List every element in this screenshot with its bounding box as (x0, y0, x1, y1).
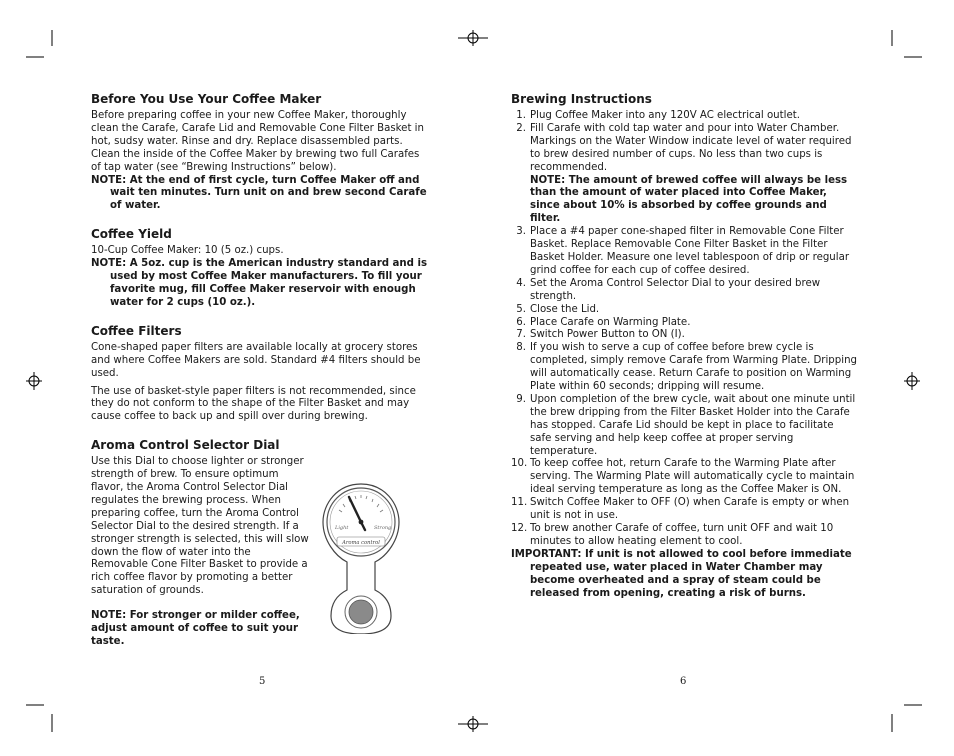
filters-body-2: The use of basket-style paper filters is not recommended, since they do not conform to the shape of the Filter Basket and may cause coffee to back up and spill over during brewing. (91, 385, 416, 423)
aroma-dial-illustration (321, 482, 401, 634)
page-number-right: 6 (680, 676, 687, 687)
before-body: Before preparing coffee in your new Coffee Maker, thoroughly clean the Carafe, Carafe Lid and Removable Cone Filter Basket in hot, sudsy water. Rinse and dry. Replace disassembled parts. Clean the inside of the Coffee Maker by brewing two full Carafes of tap water (see “Brewing Instructions” below). (91, 110, 424, 173)
step-note: NOTE: The amount of brewed coffee will always be less than the amount of water placed into Coffee Maker, since about 10% is absorbed by coffee grounds and filter. (530, 174, 848, 225)
list-item: 9. Upon completion of the brew cycle, wait about one minute until the brew dripping from the Filter Basket Holder into the Carafe has stopped. Carafe Lid should be kept in place to facilitate safe serving and help keep coffee at proper serving temperature. (516, 393, 856, 457)
dial-aroma-label: Aroma control (342, 540, 380, 547)
power-button-icon (349, 600, 373, 624)
list-item: 6. Place Carafe on Warming Plate. (516, 316, 691, 328)
yield-body: 10-Cup Coffee Maker: 10 (5 oz.) cups. (91, 245, 284, 257)
aroma-heading: Aroma Control Selector Dial (91, 438, 280, 453)
list-item: 5. Close the Lid. (516, 303, 600, 315)
list-item: 10. To keep coffee hot, return Carafe to the Warming Plate after serving. The Warming Plate will automatically cycle to maintain ideal serving temperature as long as the Coffee Maker is ON. (511, 458, 855, 496)
before-note: NOTE: At the end of first cycle, turn Coffee Maker off and wait ten minutes. Turn unit on and brew second Carafe of water. (91, 174, 427, 212)
list-item: 3. Place a #4 paper cone-shaped filter in Removable Cone Filter Basket. Replace Removable Cone Filter Basket in the Filter Basket Holder. Measure one level tablespoon of drip or regular grind coffee for each cup of coffee desired. (516, 226, 850, 276)
yield-note: NOTE: A 5oz. cup is the American industry standard and is used by most Coffee Maker manufacturers. To fill your favorite mug, fill Coffee Maker reservoir with enough water for 2 cups (10 oz.). (91, 258, 428, 308)
dial-strong-label: Strong (374, 525, 392, 532)
aroma-body: Use this Dial to choose lighter or stronger strength of brew. To ensure optimum flavor, the Aroma Control Selector Dial regulates the brewing process. When preparing coffee, turn the Aroma Control Selector Dial to the desired strength. If a stronger strength is selected, this will slow down the flow of water into the Removable Cone Filter Basket to provide a rich coffee flavor by promoting a better saturation of grounds. (91, 456, 309, 597)
list-item: 4. Set the Aroma Control Selector Dial to your desired brew strength. (516, 277, 821, 302)
list-item: 12. To brew another Carafe of coffee, turn unit OFF and wait 10 minutes to allow heating element to cool. (511, 523, 834, 547)
page-right (511, 92, 857, 600)
brewing-heading: Brewing Instructions (511, 92, 652, 106)
brewing-steps (511, 110, 857, 549)
list-item: 1. Plug Coffee Maker into any 120V AC electrical outlet. (516, 110, 800, 121)
aroma-note: NOTE: For stronger or milder coffee, adjust amount of coffee to suit your taste. (91, 610, 300, 647)
page-left (91, 92, 431, 649)
aroma-section (91, 456, 431, 649)
filters-heading: Coffee Filters (91, 323, 182, 338)
dial-light-label: Light (335, 525, 349, 532)
yield-heading: Coffee Yield (91, 227, 172, 242)
filters-body-1: Cone-shaped paper filters are available locally at grocery stores and where Coffee Makers are sold. Standard #4 filters should be used. (91, 341, 421, 379)
list-item: 7. Switch Power Button to ON (I). (516, 329, 685, 341)
important-note: IMPORTANT: If unit is not allowed to cool before immediate repeated use, water placed in Water Chamber may become overheated and a spray of steam could be released from opening, creating a risk of burns. (511, 548, 852, 599)
list-item: 8. If you wish to serve a cup of coffee before brew cycle is completed, simply remove Carafe from Warming Plate. Dripping will automatically cease. Return Carafe to position on Warming Plate within 60 seconds; dripping will resume. (516, 342, 857, 393)
list-item: 2. Fill Carafe with cold tap water and pour into Water Chamber. Markings on the Water Window indicate level of water required to brew desired number of cups. No less than two cups is recommended. NOTE: The amount of brewed coffee will always be less than the amount of water placed into Coffee Maker, since about 10% is absorbed by coffee grounds and filter. (511, 123, 857, 226)
page-number-left: 5 (259, 676, 266, 687)
list-item: 11. Switch Coffee Maker to OFF (O) when Carafe is empty or when unit is not in use. (511, 497, 850, 522)
before-heading: Before You Use Your Coffee Maker (91, 92, 322, 106)
